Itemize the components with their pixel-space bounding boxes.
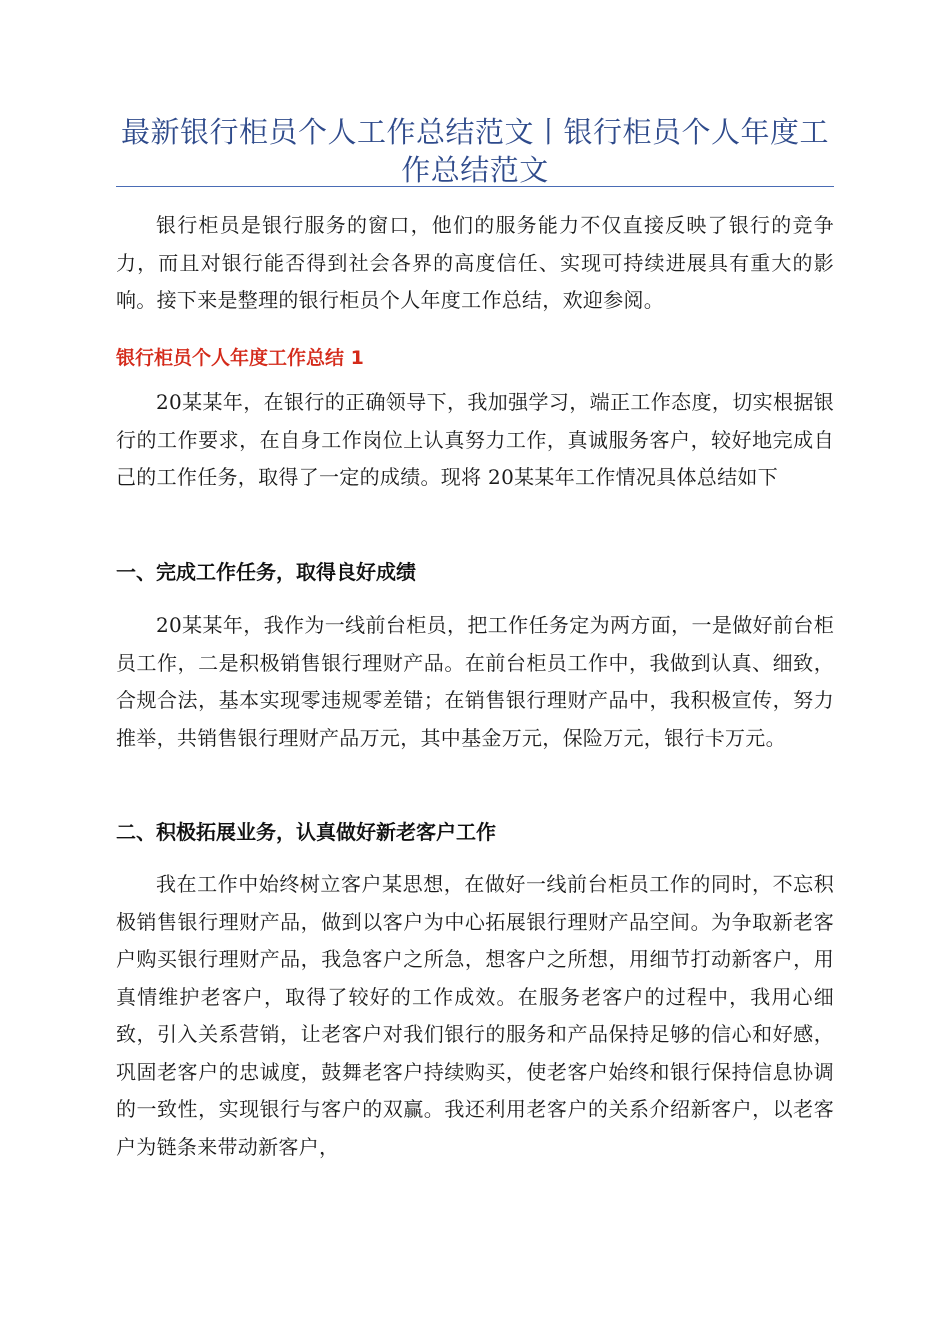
document-title: 最新银行柜员个人工作总结范文丨银行柜员个人年度工作总结范文 <box>120 115 829 187</box>
part-2-heading: 二、积极拓展业务，认真做好新老客户工作 <box>116 820 496 844</box>
part-1-paragraph: 20某某年，我作为一线前台柜员，把工作任务定为两方面，一是做好前台柜员工作，二是积极销售银行理财产品。在前台柜员工作中，我做到认真、细致，合规合法，基本实现零违规零差错；在销售银行理财产品中，我积极宣传，努力推举，共销售银行理财产品万元，其中基金万元，保险万元，银行卡万元。 <box>116 613 834 750</box>
section-heading-1: 银行柜员个人年度工作总结 1 <box>116 347 364 369</box>
part-2-paragraph: 我在工作中始终树立客户某思想，在做好一线前台柜员工作的同时，不忘积极销售银行理财产品，做到以客户为中心拓展银行理财产品空间。为争取新老客户购买银行理财产品，我急客户之所急，想客户之所想，用细节打动新客户，用真情维护老客户，取得了较好的工作成效。在服务老客户的过程中，我用心细致，引入关系营销，让老客户对我们银行的服务和产品保持足够的信心和好感，巩固老客户的忠诚度，鼓舞老客户持续购买，使老客户始终和银行保持信息协调的一致性，实现银行与客户的双赢。我还利用老客户的关系介绍新客户，以老客户为链条来带动新客户， <box>116 872 834 1159</box>
intro-paragraph: 银行柜员是银行服务的窗口，他们的服务能力不仅直接反映了银行的竞争力，而且对银行能否得到社会各界的高度信任、实现可持续进展具有重大的影响。接下来是整理的银行柜员个人年度工作总结，欢迎参阅。 <box>116 213 834 312</box>
section-1-intro-paragraph: 20某某年，在银行的正确领导下，我加强学习，端正工作态度，切实根据银行的工作要求，在自身工作岗位上认真努力工作，真诚服务客户，较好地完成自己的工作任务，取得了一定的成绩。现将 20某某年工作情况具体总结如下 <box>116 390 834 489</box>
part-1-heading: 一、完成工作任务，取得良好成绩 <box>116 560 416 584</box>
title-underline <box>116 186 834 187</box>
